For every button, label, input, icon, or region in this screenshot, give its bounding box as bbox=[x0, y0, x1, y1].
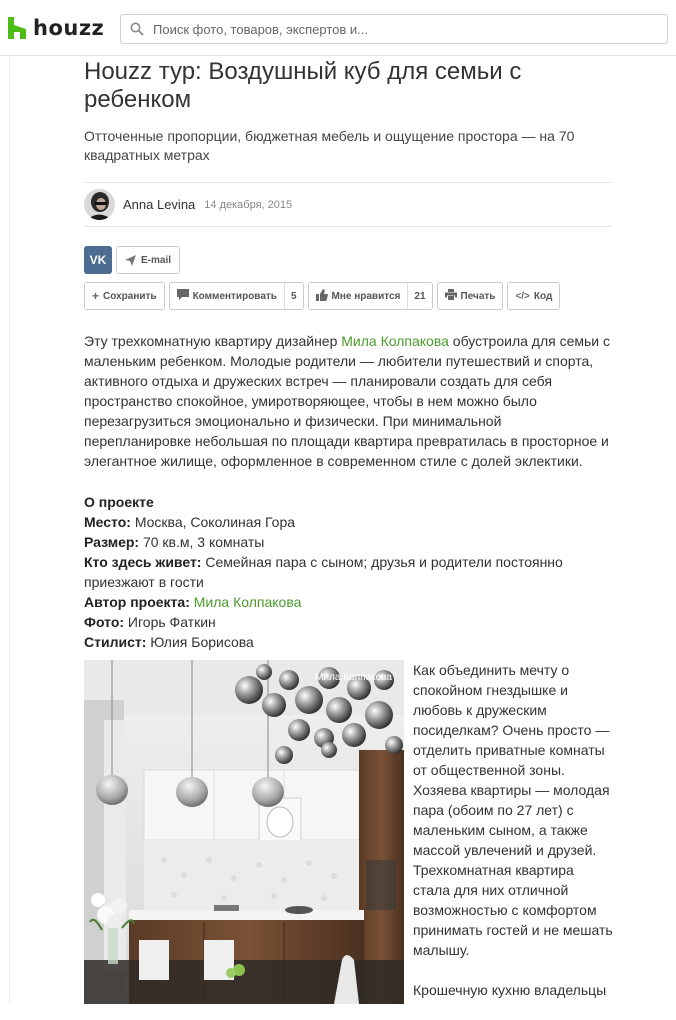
email-share-label: E-mail bbox=[141, 254, 172, 266]
printer-icon bbox=[445, 289, 457, 303]
paper-plane-icon bbox=[125, 255, 136, 266]
place-value: Москва, Соколиная Гора bbox=[130, 514, 296, 530]
kitchen-photo-image bbox=[84, 660, 404, 1004]
top-bar bbox=[0, 0, 676, 56]
thumbs-up-icon bbox=[316, 289, 328, 304]
plus-icon: + bbox=[92, 289, 100, 303]
photo-credit-caption: Мила Колпакова bbox=[315, 672, 392, 683]
article bbox=[84, 56, 612, 652]
comment-button[interactable] bbox=[169, 282, 304, 310]
logo-text: houzz bbox=[33, 16, 105, 40]
about-stylist bbox=[84, 632, 612, 652]
print-label: Печать bbox=[460, 290, 496, 302]
side-paragraph-2: Крошечную кухню владельцы bbox=[413, 982, 607, 998]
actions-row bbox=[84, 282, 612, 310]
comment-icon bbox=[177, 289, 189, 303]
share-row bbox=[84, 246, 612, 274]
intro-text-start: Эту трехкомнатную квартиру дизайнер bbox=[84, 333, 342, 349]
designer-link[interactable]: Мила Колпакова bbox=[341, 333, 449, 349]
about-heading: О проекте bbox=[84, 494, 154, 510]
like-label: Мне нравится bbox=[331, 290, 401, 302]
project-author-link[interactable]: Мила Колпакова bbox=[193, 594, 302, 610]
side-text bbox=[413, 660, 613, 1020]
about-author bbox=[84, 592, 612, 612]
left-divider bbox=[9, 56, 10, 1004]
avatar[interactable] bbox=[84, 189, 115, 220]
stylist-value: Юлия Борисова bbox=[146, 634, 254, 650]
about-size bbox=[84, 532, 612, 552]
intro-text-end: обустроила для семьи с маленьким ребенком. Молодые родители — любители путешествий и спорта, активного отдыха и дружеских встреч — планировали создать для себя пространство спокойное, умиротворяющее, чтобы в нем можно было перезагрузиться эмоционально и физически. При минимальной перепланировке небольшая по площади квартира превратилась в просторное и элегантное жилище, оформленное в современном стиле с долей эклектики. bbox=[84, 333, 611, 469]
about-project bbox=[84, 492, 612, 652]
email-share-button[interactable] bbox=[116, 246, 180, 274]
residents-value: Семейная пара с сыном; друзья и родители постоянно приезжают в гости bbox=[84, 554, 563, 590]
like-button[interactable] bbox=[308, 282, 433, 310]
author-date: 14 декабря, 2015 bbox=[204, 198, 293, 211]
project-author-label: Автор проекта: bbox=[84, 594, 190, 610]
search-bar[interactable] bbox=[120, 14, 668, 44]
size-value: 70 кв.м, 3 комнаты bbox=[139, 534, 265, 550]
side-paragraph-1: Как объединить мечту о спокойном гнездышке и любовь к дружеским посиделкам? Очень просто — отделить приватные комнаты от общественной зоны. Хозяева квартиры — молодая пара (обоим по 27 лет) с маленьким сыном, а также массой увлечений и друзей. Трехкомнатная квартира стала для них отличной возможностью с комфортом принимать гостей и не мешать малышу. bbox=[413, 662, 613, 958]
about-place bbox=[84, 512, 612, 532]
code-icon: </> bbox=[515, 290, 530, 302]
about-photo bbox=[84, 612, 612, 632]
about-residents bbox=[84, 552, 612, 592]
stylist-label: Стилист: bbox=[84, 634, 147, 650]
size-label: Размер: bbox=[84, 534, 140, 550]
photo-value: Игорь Фаткин bbox=[124, 614, 216, 630]
comment-label: Комментировать bbox=[192, 290, 277, 302]
vk-icon: VK bbox=[89, 253, 107, 267]
embed-code-button[interactable] bbox=[507, 282, 560, 310]
search-input[interactable] bbox=[153, 22, 633, 37]
avatar-image bbox=[84, 189, 115, 220]
residents-label: Кто здесь живет: bbox=[84, 554, 202, 570]
article-subtitle: Отточенные пропорции, бюджетная мебель и ощущение простора — на 70 квадратных метрах bbox=[84, 128, 575, 163]
place-label: Место: bbox=[84, 514, 131, 530]
search-icon bbox=[130, 22, 144, 36]
houzz-logo-icon bbox=[8, 17, 26, 39]
author-row bbox=[84, 182, 612, 227]
author-name[interactable]: Anna Levina bbox=[123, 197, 196, 212]
comment-count: 5 bbox=[284, 283, 303, 309]
article-title: Houzz тур: Воздушный куб для семьи с ребенком bbox=[84, 58, 522, 113]
kitchen-photo[interactable] bbox=[84, 660, 404, 1004]
vk-share-button[interactable] bbox=[84, 246, 112, 274]
save-label: Сохранить bbox=[103, 290, 157, 302]
houzz-logo[interactable] bbox=[8, 16, 104, 40]
print-button[interactable] bbox=[437, 282, 504, 310]
code-label: Код bbox=[533, 290, 553, 302]
photo-label: Фото: bbox=[84, 614, 125, 630]
save-button[interactable] bbox=[84, 282, 165, 310]
like-count: 21 bbox=[407, 283, 431, 309]
intro-paragraph bbox=[84, 331, 612, 471]
